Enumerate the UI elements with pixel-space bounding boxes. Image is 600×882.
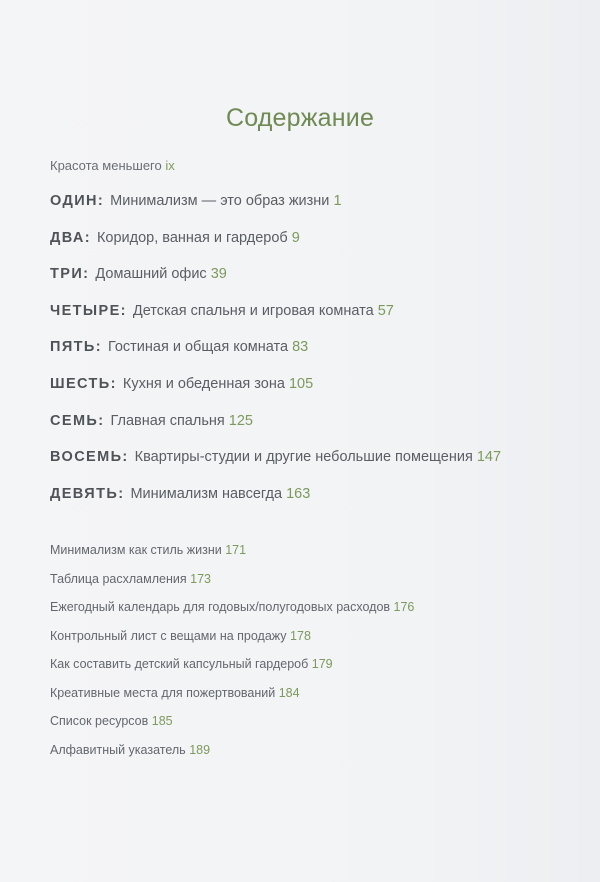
toc-chapter-entry[interactable]: [50, 409, 580, 446]
toc-appendix-entry[interactable]: [50, 569, 580, 598]
chapter-label: ПЯТЬ:: [50, 339, 102, 356]
chapter-label: ДВА:: [50, 229, 91, 246]
chapter-title: Минимализм навсегда: [130, 485, 283, 502]
appendix-page: 184: [278, 685, 300, 700]
toc-appendix-entry[interactable]: [50, 711, 580, 740]
appendix-title: Таблица расхламления: [50, 571, 187, 586]
appendix-title: Минимализм как стиль жизни: [50, 543, 222, 557]
chapter-label: ТРИ:: [50, 266, 90, 283]
chapter-page: 39: [210, 266, 227, 283]
toc-chapter-entry[interactable]: [50, 335, 580, 372]
chapter-label: ОДИН:: [50, 193, 105, 209]
chapter-label: ЧЕТЫРЕ:: [50, 302, 127, 319]
toc-chapter-entry[interactable]: [50, 262, 580, 299]
appendix-title: Контрольный лист с вещами на продажу: [50, 628, 287, 643]
appendix-title: Как составить детский капсульный гардероб: [50, 657, 309, 671]
toc-appendix-entry[interactable]: [50, 540, 580, 569]
toc-chapter-entry[interactable]: [50, 372, 580, 409]
toc-entry-page: ix: [165, 158, 175, 173]
toc-chapter-entry[interactable]: [50, 445, 580, 482]
chapter-title: Главная спальня: [110, 412, 225, 429]
appendix-list: [50, 540, 580, 768]
chapter-page: 83: [292, 339, 309, 356]
appendix-title: Ежегодный календарь для годовых/полугодовых расходов: [50, 600, 391, 614]
toc-chapter-entry[interactable]: [50, 482, 580, 519]
chapter-page: 9: [291, 229, 300, 246]
chapter-title: Квартиры-студии и другие небольшие помещения: [134, 449, 473, 466]
chapter-page: 105: [288, 375, 314, 392]
page-title: Содержание: [225, 104, 375, 132]
chapter-page: 1: [333, 193, 342, 209]
chapter-label: ШЕСТЬ:: [50, 375, 117, 392]
toc-appendix-entry[interactable]: [50, 654, 580, 683]
appendix-page: 173: [190, 571, 211, 586]
appendix-page: 178: [290, 628, 311, 643]
chapter-label: ДЕВЯТЬ:: [50, 485, 125, 502]
appendix-title: Список ресурсов: [50, 714, 149, 728]
toc-chapter-entry[interactable]: [50, 226, 580, 263]
toc-intro-entry[interactable]: [50, 158, 175, 173]
chapter-label: СЕМЬ:: [50, 412, 105, 429]
toc-entry-title: Красота меньшего: [50, 158, 162, 173]
toc-appendix-entry[interactable]: [50, 683, 580, 712]
chapter-page: 147: [476, 449, 502, 466]
chapter-title: Гостиная и общая комната: [107, 339, 289, 356]
appendix-page: 179: [311, 657, 333, 671]
chapter-title: Коридор, ванная и гардероб: [96, 229, 288, 246]
appendix-title: Креативные места для пожертвований: [50, 685, 276, 700]
chapter-title: Детская спальня и игровая комната: [132, 302, 374, 319]
chapter-label: ВОСЕМЬ:: [50, 449, 129, 466]
chapter-title: Кухня и обеденная зона: [122, 375, 285, 392]
chapter-page: 125: [228, 412, 253, 429]
chapter-page: 57: [377, 302, 394, 319]
toc-appendix-entry[interactable]: [50, 740, 580, 769]
toc-chapter-entry[interactable]: [50, 299, 580, 336]
appendix-page: 185: [151, 714, 173, 728]
appendix-page: 171: [225, 543, 247, 557]
appendix-title: Алфавитный указатель: [50, 742, 186, 757]
toc-appendix-entry[interactable]: [50, 597, 580, 626]
chapter-title: Минимализм — это образ жизни: [110, 193, 330, 209]
appendix-page: 189: [189, 742, 211, 757]
toc-appendix-entry[interactable]: [50, 626, 580, 655]
chapter-list: [50, 189, 580, 518]
toc-chapter-entry[interactable]: [50, 189, 580, 226]
appendix-page: 176: [393, 600, 415, 614]
chapter-title: Домашний офис: [95, 266, 207, 283]
chapter-page: 163: [286, 485, 311, 502]
